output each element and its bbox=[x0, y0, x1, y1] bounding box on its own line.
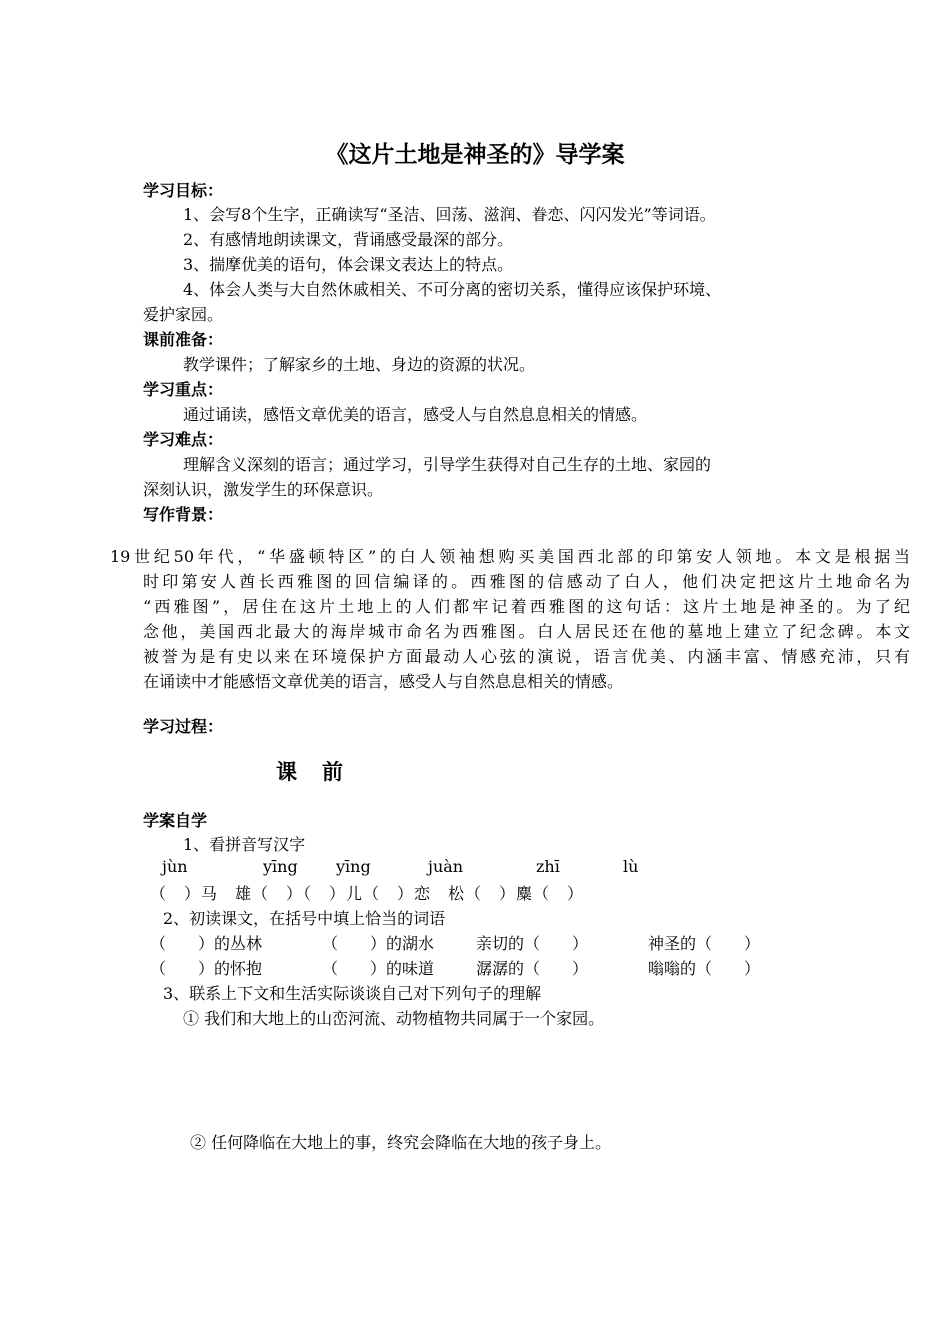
pinyin-5: zhī bbox=[536, 857, 560, 876]
background-line-last: 在诵读中才能感悟文章优美的语言，感受人与自然息息相关的情感。 bbox=[143, 672, 624, 691]
pinyin-2: yīng bbox=[263, 857, 298, 876]
fill-blank-item: （ ）的湖水 bbox=[322, 934, 435, 953]
fill-blank-item: 潺潺的（ ） bbox=[476, 959, 589, 978]
fill-blank-item: 亲切的（ ） bbox=[476, 934, 589, 953]
background-line: 被誉为是有史以来在环境保护方面最动人心弦的演说，语言优美、内涵丰富、情感充沛，只有 bbox=[143, 647, 910, 666]
exercise1-title: 1、看拼音写汉字 bbox=[183, 835, 306, 854]
preparation-text: 教学课件；了解家乡的土地、身边的资源的状况。 bbox=[183, 355, 536, 374]
objectives-heading: 学习目标： bbox=[143, 181, 224, 200]
key-points-heading: 学习重点： bbox=[143, 380, 224, 399]
pinyin-1: jùn bbox=[162, 857, 188, 876]
fill-blank-item: （ ）的怀抱 bbox=[150, 959, 263, 978]
exercise3-title: 3、联系上下文和生活实际谈谈自己对下列句子的理解 bbox=[163, 984, 542, 1003]
difficulties-text-line2: 深刻认识，激发学生的环保意识。 bbox=[143, 480, 384, 499]
background-line: “西雅图”，居住在这片土地上的人们都牢记着西雅图的这句话：这片土地是神圣的。为了纪 bbox=[143, 597, 910, 616]
key-points-text: 通过诵读，感悟文章优美的语言，感受人与自然息息相关的情感。 bbox=[183, 405, 648, 424]
exercise1-answer-row: （ ）马 雄（ ）（ ）儿（ ）恋 松（ ）麋（ ） bbox=[150, 884, 585, 903]
background-line: 时印第安人酋长西雅图的回信编译的。西雅图的信感动了白人，他们决定把这片土地命名为 bbox=[143, 572, 910, 591]
pinyin-3: yīng bbox=[336, 857, 371, 876]
pinyin-4: juàn bbox=[428, 857, 464, 876]
exercise3-question-1: ① 我们和大地上的山峦河流、动物植物共同属于一个家园。 bbox=[183, 1009, 605, 1028]
section-title: 课 前 bbox=[276, 760, 345, 784]
process-heading: 学习过程： bbox=[143, 717, 224, 736]
objective-item-4: 4、体会人类与大自然休戚相关、不可分离的密切关系，懂得应该保护环境、 bbox=[183, 280, 722, 299]
self-study-heading: 学案自学 bbox=[143, 811, 208, 830]
preparation-heading: 课前准备： bbox=[143, 330, 224, 349]
objective-item-2: 2、有感情地朗读课文，背诵感受最深的部分。 bbox=[183, 230, 514, 249]
exercise3-question-2: ② 任何降临在大地上的事，终究会降临在大地的孩子身上。 bbox=[190, 1133, 612, 1152]
fill-blank-item: 嗡嗡的（ ） bbox=[648, 959, 761, 978]
fill-blank-item: （ ）的丛林 bbox=[150, 934, 263, 953]
background-line: 19世纪50年代，“华盛顿特区”的白人领袖想购买美国西北部的印第安人领地。本文是根据当 bbox=[110, 547, 910, 566]
background-line: 念他，美国西北最大的海岸城市命名为西雅图。白人居民还在他的墓地上建立了纪念碑。本文 bbox=[143, 622, 910, 641]
difficulties-text-line1: 理解含义深刻的语言；通过学习，引导学生获得对自己生存的土地、家园的 bbox=[183, 455, 712, 474]
fill-blank-item: 神圣的（ ） bbox=[648, 934, 761, 953]
background-heading: 写作背景： bbox=[143, 505, 224, 524]
objective-item-1: 1、会写8个生字，正确读写“圣洁、回荡、滋润、眷恋、闪闪发光”等词语。 bbox=[183, 205, 716, 224]
page-title: 《这片土地是神圣的》导学案 bbox=[325, 142, 625, 168]
objective-item-4-continued: 爱护家园。 bbox=[143, 305, 224, 324]
objective-item-3: 3、揣摩优美的语句，体会课文表达上的特点。 bbox=[183, 255, 514, 274]
pinyin-6: lù bbox=[623, 857, 639, 876]
fill-blank-item: （ ）的味道 bbox=[322, 959, 435, 978]
difficulties-heading: 学习难点： bbox=[143, 430, 224, 449]
exercise2-title: 2、初读课文，在括号中填上恰当的词语 bbox=[163, 909, 446, 928]
